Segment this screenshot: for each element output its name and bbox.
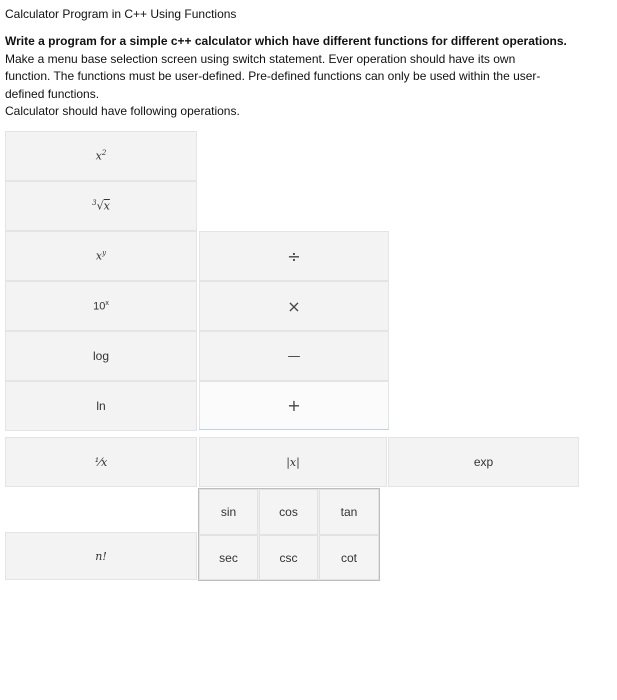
multiply-button[interactable] xyxy=(199,281,389,331)
divide-button[interactable] xyxy=(199,231,389,281)
reciprocal-button[interactable] xyxy=(5,437,197,487)
csc-label: csc xyxy=(279,550,298,565)
subtract-button[interactable] xyxy=(199,331,389,381)
csc-button[interactable] xyxy=(259,535,318,580)
ten-power-label: 10$^x$ xyxy=(93,299,109,313)
cube-root-label: $^3$√x xyxy=(92,199,110,213)
tan-button[interactable] xyxy=(319,489,379,535)
sec-button[interactable] xyxy=(199,535,258,580)
power-button[interactable] xyxy=(5,231,197,281)
instructions-paragraph xyxy=(5,33,605,121)
exp-label: exp xyxy=(473,455,494,469)
document-text xyxy=(5,7,605,121)
factorial-button[interactable] xyxy=(5,532,197,580)
line-4: defined functions. xyxy=(5,86,100,101)
log-button[interactable] xyxy=(5,331,197,381)
tan-label: tan xyxy=(340,505,358,519)
ln-button[interactable] xyxy=(5,381,197,431)
ln-label: ln xyxy=(96,399,106,413)
focus-underline xyxy=(199,429,389,430)
cos-button[interactable] xyxy=(259,489,318,535)
line-3: function. The functions must be user-defined. Pre-defined functions can only be used within the user- xyxy=(5,69,541,83)
cot-button[interactable] xyxy=(319,535,379,580)
square-label: $x^2$ xyxy=(95,149,107,163)
divide-icon: ÷ xyxy=(287,246,301,266)
line-5: Calculator should have following operations. xyxy=(5,104,240,118)
cos-label: cos xyxy=(279,505,298,519)
factorial-label: n! xyxy=(95,549,107,563)
abs-button[interactable] xyxy=(199,437,387,487)
line-1 xyxy=(5,33,605,51)
line-2: Make a menu base selection screen using switch statement. Ever operation should have its own xyxy=(5,51,516,66)
cube-root-button[interactable] xyxy=(5,181,197,231)
add-icon: + xyxy=(287,396,301,415)
add-button[interactable] xyxy=(199,381,389,430)
square-button[interactable] xyxy=(5,131,197,181)
subtract-icon: — xyxy=(287,348,301,364)
abs-label: |x| xyxy=(286,455,300,469)
sec-label: sec xyxy=(219,550,238,565)
sin-label: sin xyxy=(220,505,237,519)
bold-sentence: Write a program for a simple c++ calculator which have different functions for different operations. xyxy=(5,34,567,48)
reciprocal-label: ⅟x xyxy=(94,455,108,469)
ten-power-button[interactable] xyxy=(5,281,197,331)
multiply-icon: × xyxy=(287,296,301,316)
power-label: $x^y$ xyxy=(95,249,107,263)
document-title: Calculator Program in C++ Using Functions xyxy=(5,7,237,21)
cot-label: cot xyxy=(340,550,357,565)
sin-button[interactable] xyxy=(199,489,258,535)
log-label: log xyxy=(92,349,109,363)
exp-button[interactable] xyxy=(388,437,579,487)
